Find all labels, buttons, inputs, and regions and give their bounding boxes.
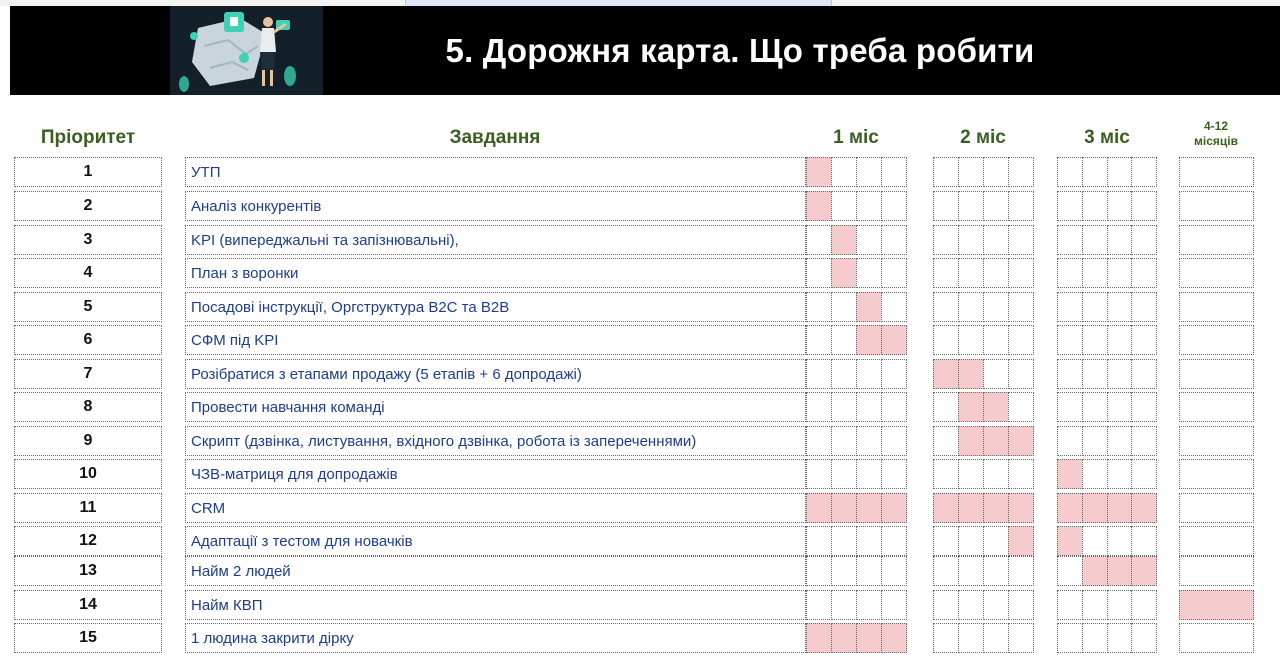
timeline-cell-month1-week3[interactable] <box>856 459 882 489</box>
timeline-cell-month3-week1[interactable] <box>1057 258 1083 288</box>
timeline-cell-month2-week1[interactable] <box>933 590 959 620</box>
timeline-cell-month3-week4[interactable] <box>1131 590 1157 620</box>
timeline-cell-month2-week3[interactable] <box>983 426 1009 456</box>
timeline-cell-month3-week2[interactable] <box>1082 426 1108 456</box>
timeline-cell-month2-week3[interactable] <box>983 623 1009 653</box>
timeline-cell-month1-week4[interactable] <box>881 392 907 422</box>
timeline-cell-months-4-12[interactable] <box>1179 493 1254 523</box>
task-cell[interactable]: ЧЗВ-матриця для допродажів <box>185 459 806 489</box>
timeline-cell-month3-week4[interactable] <box>1131 392 1157 422</box>
timeline-cell-month2-week4[interactable] <box>1008 258 1034 288</box>
timeline-cell-months-4-12[interactable] <box>1179 623 1254 653</box>
timeline-cell-month1-week4[interactable] <box>881 359 907 389</box>
timeline-cell-month1-week4[interactable] <box>881 325 907 355</box>
priority-cell[interactable]: 13 <box>14 556 162 586</box>
timeline-cell-month2-week3[interactable] <box>983 157 1009 187</box>
timeline-cell-month3-week4[interactable] <box>1131 292 1157 322</box>
timeline-cell-month2-week3[interactable] <box>983 459 1009 489</box>
task-cell[interactable]: Найм КВП <box>185 590 806 620</box>
timeline-cell-month1-week4[interactable] <box>881 459 907 489</box>
timeline-cell-month2-week3[interactable] <box>983 526 1009 556</box>
timeline-cell-month3-week2[interactable] <box>1082 359 1108 389</box>
timeline-cell-months-4-12[interactable] <box>1179 459 1254 489</box>
timeline-cell-month2-week4[interactable] <box>1008 359 1034 389</box>
timeline-cell-month2-week2[interactable] <box>958 623 984 653</box>
timeline-cell-month2-week1[interactable] <box>933 459 959 489</box>
timeline-cell-month1-week2[interactable] <box>831 258 857 288</box>
timeline-cell-month1-week1[interactable] <box>806 556 832 586</box>
task-cell[interactable]: Розібратися з етапами продажу (5 етапів + 6 допродажі) <box>185 359 806 389</box>
timeline-cell-month3-week2[interactable] <box>1082 459 1108 489</box>
timeline-cell-month2-week2[interactable] <box>958 292 984 322</box>
timeline-cell-month1-week4[interactable] <box>881 590 907 620</box>
timeline-cell-month3-week4[interactable] <box>1131 258 1157 288</box>
timeline-cell-month1-week1[interactable] <box>806 225 832 255</box>
timeline-cell-month1-week3[interactable] <box>856 623 882 653</box>
timeline-cell-month1-week2[interactable] <box>831 392 857 422</box>
timeline-cell-month2-week3[interactable] <box>983 258 1009 288</box>
timeline-cell-month3-week3[interactable] <box>1107 526 1133 556</box>
timeline-cell-month1-week2[interactable] <box>831 225 857 255</box>
timeline-cell-month3-week1[interactable] <box>1057 426 1083 456</box>
timeline-cell-month2-week2[interactable] <box>958 225 984 255</box>
timeline-cell-months-4-12[interactable] <box>1179 191 1254 221</box>
timeline-cell-month3-week2[interactable] <box>1082 325 1108 355</box>
timeline-cell-month2-week1[interactable] <box>933 191 959 221</box>
timeline-cell-month2-week2[interactable] <box>958 191 984 221</box>
timeline-cell-month2-week4[interactable] <box>1008 225 1034 255</box>
priority-cell[interactable]: 5 <box>14 292 162 322</box>
timeline-cell-month2-week1[interactable] <box>933 426 959 456</box>
timeline-cell-month3-week4[interactable] <box>1131 556 1157 586</box>
timeline-cell-month2-week4[interactable] <box>1008 157 1034 187</box>
timeline-cell-month3-week3[interactable] <box>1107 556 1133 586</box>
task-cell[interactable]: CRM <box>185 493 806 523</box>
timeline-cell-month2-week1[interactable] <box>933 623 959 653</box>
timeline-cell-month3-week3[interactable] <box>1107 426 1133 456</box>
timeline-cell-month1-week4[interactable] <box>881 225 907 255</box>
timeline-cell-month3-week3[interactable] <box>1107 590 1133 620</box>
timeline-cell-month1-week1[interactable] <box>806 526 832 556</box>
timeline-cell-month1-week2[interactable] <box>831 493 857 523</box>
timeline-cell-month3-week1[interactable] <box>1057 459 1083 489</box>
priority-cell[interactable]: 4 <box>14 258 162 288</box>
task-cell[interactable]: Посадові інструкції, Оргструктура B2C та B2B <box>185 292 806 322</box>
timeline-cell-month3-week4[interactable] <box>1131 359 1157 389</box>
task-cell[interactable]: УТП <box>185 157 806 187</box>
priority-cell[interactable]: 9 <box>14 426 162 456</box>
timeline-cell-month2-week1[interactable] <box>933 493 959 523</box>
timeline-cell-month2-week1[interactable] <box>933 157 959 187</box>
timeline-cell-month3-week1[interactable] <box>1057 359 1083 389</box>
timeline-cell-month1-week4[interactable] <box>881 526 907 556</box>
timeline-cell-month2-week4[interactable] <box>1008 556 1034 586</box>
timeline-cell-month1-week1[interactable] <box>806 359 832 389</box>
timeline-cell-month1-week1[interactable] <box>806 493 832 523</box>
timeline-cell-month1-week4[interactable] <box>881 493 907 523</box>
timeline-cell-month1-week1[interactable] <box>806 157 832 187</box>
timeline-cell-month2-week4[interactable] <box>1008 493 1034 523</box>
timeline-cell-month2-week4[interactable] <box>1008 526 1034 556</box>
timeline-cell-month2-week4[interactable] <box>1008 292 1034 322</box>
priority-cell[interactable]: 14 <box>14 590 162 620</box>
timeline-cell-months-4-12[interactable] <box>1179 359 1254 389</box>
timeline-cell-month1-week2[interactable] <box>831 325 857 355</box>
timeline-cell-month2-week2[interactable] <box>958 392 984 422</box>
timeline-cell-month3-week3[interactable] <box>1107 392 1133 422</box>
timeline-cell-month3-week1[interactable] <box>1057 623 1083 653</box>
timeline-cell-month2-week1[interactable] <box>933 258 959 288</box>
timeline-cell-month1-week3[interactable] <box>856 556 882 586</box>
timeline-cell-months-4-12[interactable] <box>1179 392 1254 422</box>
timeline-cell-month1-week2[interactable] <box>831 157 857 187</box>
timeline-cell-month2-week2[interactable] <box>958 325 984 355</box>
timeline-cell-month3-week2[interactable] <box>1082 493 1108 523</box>
timeline-cell-month3-week4[interactable] <box>1131 493 1157 523</box>
timeline-cell-month3-week3[interactable] <box>1107 292 1133 322</box>
timeline-cell-month3-week1[interactable] <box>1057 292 1083 322</box>
timeline-cell-month1-week1[interactable] <box>806 325 832 355</box>
timeline-cell-month2-week1[interactable] <box>933 292 959 322</box>
timeline-cell-month2-week2[interactable] <box>958 157 984 187</box>
timeline-cell-month2-week3[interactable] <box>983 359 1009 389</box>
timeline-cell-month2-week3[interactable] <box>983 556 1009 586</box>
timeline-cell-month3-week1[interactable] <box>1057 392 1083 422</box>
timeline-cell-month1-week2[interactable] <box>831 191 857 221</box>
timeline-cell-month1-week2[interactable] <box>831 292 857 322</box>
task-cell[interactable]: Провести навчання команді <box>185 392 806 422</box>
timeline-cell-month3-week1[interactable] <box>1057 590 1083 620</box>
timeline-cell-month1-week1[interactable] <box>806 590 832 620</box>
timeline-cell-month1-week2[interactable] <box>831 590 857 620</box>
timeline-cell-month1-week2[interactable] <box>831 556 857 586</box>
timeline-cell-month1-week2[interactable] <box>831 459 857 489</box>
timeline-cell-month3-week1[interactable] <box>1057 556 1083 586</box>
task-cell[interactable]: Адаптації з тестом для новачків <box>185 526 806 556</box>
timeline-cell-month1-week1[interactable] <box>806 292 832 322</box>
timeline-cell-month2-week3[interactable] <box>983 191 1009 221</box>
timeline-cell-month1-week4[interactable] <box>881 191 907 221</box>
timeline-cell-month3-week2[interactable] <box>1082 258 1108 288</box>
timeline-cell-month1-week3[interactable] <box>856 590 882 620</box>
month3-column-header: 3 міс <box>1084 127 1130 148</box>
timeline-cell-month3-week2[interactable] <box>1082 556 1108 586</box>
timeline-cell-month2-week1[interactable] <box>933 359 959 389</box>
timeline-cell-month3-week3[interactable] <box>1107 325 1133 355</box>
timeline-cell-month2-week4[interactable] <box>1008 590 1034 620</box>
roadmap-illustration <box>170 6 323 95</box>
timeline-cell-month1-week3[interactable] <box>856 157 882 187</box>
timeline-cell-month1-week3[interactable] <box>856 426 882 456</box>
priority-cell[interactable]: 1 <box>14 157 162 187</box>
page-title: 5. Дорожня карта. Що треба робити <box>445 31 1035 69</box>
timeline-cell-month2-week3[interactable] <box>983 292 1009 322</box>
timeline-cell-month3-week2[interactable] <box>1082 590 1108 620</box>
timeline-cell-month2-week4[interactable] <box>1008 623 1034 653</box>
timeline-cell-month1-week3[interactable] <box>856 225 882 255</box>
timeline-cell-month1-week3[interactable] <box>856 292 882 322</box>
timeline-cell-month1-week2[interactable] <box>831 526 857 556</box>
timeline-cell-month2-week2[interactable] <box>958 459 984 489</box>
months-4-12-header-line2: місяців <box>1194 134 1238 148</box>
timeline-cell-month2-week2[interactable] <box>958 426 984 456</box>
task-cell[interactable]: Аналіз конкурентів <box>185 191 806 221</box>
timeline-cell-month1-week1[interactable] <box>806 392 832 422</box>
timeline-cell-month1-week1[interactable] <box>806 459 832 489</box>
priority-cell[interactable]: 15 <box>14 623 162 653</box>
priority-cell[interactable]: 3 <box>14 225 162 255</box>
timeline-cell-month1-week2[interactable] <box>831 623 857 653</box>
priority-cell[interactable]: 6 <box>14 325 162 355</box>
timeline-cell-month2-week3[interactable] <box>983 325 1009 355</box>
timeline-cell-month3-week2[interactable] <box>1082 225 1108 255</box>
timeline-cell-month3-week1[interactable] <box>1057 157 1083 187</box>
timeline-cell-month2-week4[interactable] <box>1008 459 1034 489</box>
months-4-12-column-header <box>1178 119 1254 149</box>
timeline-cell-month2-week4[interactable] <box>1008 392 1034 422</box>
timeline-cell-month1-week3[interactable] <box>856 359 882 389</box>
timeline-cell-month1-week3[interactable] <box>856 191 882 221</box>
timeline-cell-month3-week2[interactable] <box>1082 292 1108 322</box>
timeline-cell-months-4-12[interactable] <box>1179 526 1254 556</box>
timeline-cell-month1-week3[interactable] <box>856 258 882 288</box>
timeline-cell-month1-week1[interactable] <box>806 426 832 456</box>
timeline-cell-month1-week4[interactable] <box>881 292 907 322</box>
month2-column-header: 2 міс <box>960 127 1006 148</box>
timeline-cell-month2-week1[interactable] <box>933 392 959 422</box>
timeline-cell-month1-week4[interactable] <box>881 157 907 187</box>
months-4-12-header-line1: 4-12 <box>1203 119 1229 133</box>
timeline-cell-month1-week4[interactable] <box>881 556 907 586</box>
timeline-cell-month3-week4[interactable] <box>1131 459 1157 489</box>
timeline-cell-month2-week3[interactable] <box>983 590 1009 620</box>
timeline-cell-month2-week2[interactable] <box>958 556 984 586</box>
priority-cell[interactable]: 12 <box>14 526 162 556</box>
timeline-cell-month1-week2[interactable] <box>831 359 857 389</box>
timeline-cell-month3-week1[interactable] <box>1057 493 1083 523</box>
timeline-cell-month3-week3[interactable] <box>1107 157 1133 187</box>
timeline-cell-month3-week1[interactable] <box>1057 191 1083 221</box>
priority-cell[interactable]: 11 <box>14 493 162 523</box>
timeline-cell-month1-week4[interactable] <box>881 426 907 456</box>
timeline-cell-month1-week1[interactable] <box>806 623 832 653</box>
timeline-cell-months-4-12[interactable] <box>1179 590 1254 620</box>
timeline-cell-month1-week2[interactable] <box>831 426 857 456</box>
task-cell[interactable]: Скрипт (дзвінка, листування, вхідного дзвінка, робота із запереченнями) <box>185 426 806 456</box>
timeline-cell-months-4-12[interactable] <box>1179 258 1254 288</box>
timeline-cell-month1-week4[interactable] <box>881 258 907 288</box>
timeline-cell-months-4-12[interactable] <box>1179 292 1254 322</box>
timeline-cell-month3-week4[interactable] <box>1131 426 1157 456</box>
task-cell[interactable]: 1 людина закрити дірку <box>185 623 806 653</box>
priority-cell[interactable]: 10 <box>14 459 162 489</box>
timeline-cell-month2-week1[interactable] <box>933 325 959 355</box>
timeline-cell-month3-week3[interactable] <box>1107 191 1133 221</box>
timeline-cell-month2-week2[interactable] <box>958 526 984 556</box>
timeline-cell-month1-week3[interactable] <box>856 325 882 355</box>
timeline-cell-month2-week2[interactable] <box>958 590 984 620</box>
timeline-cell-month2-week3[interactable] <box>983 392 1009 422</box>
timeline-cell-month3-week2[interactable] <box>1082 157 1108 187</box>
timeline-cell-month3-week1[interactable] <box>1057 526 1083 556</box>
timeline-cell-months-4-12[interactable] <box>1179 325 1254 355</box>
timeline-cell-month2-week2[interactable] <box>958 493 984 523</box>
timeline-cell-month2-week2[interactable] <box>958 258 984 288</box>
timeline-cell-month2-week1[interactable] <box>933 556 959 586</box>
priority-column-header: Пріоритет <box>40 127 136 148</box>
timeline-cell-month3-week2[interactable] <box>1082 191 1108 221</box>
timeline-cell-month3-week3[interactable] <box>1107 258 1133 288</box>
timeline-cell-month1-week1[interactable] <box>806 258 832 288</box>
timeline-cell-month2-week4[interactable] <box>1008 426 1034 456</box>
timeline-cell-month3-week3[interactable] <box>1107 493 1133 523</box>
task-cell[interactable]: План з воронки <box>185 258 806 288</box>
timeline-cell-month1-week1[interactable] <box>806 191 832 221</box>
timeline-cell-month3-week2[interactable] <box>1082 392 1108 422</box>
timeline-cell-month3-week4[interactable] <box>1131 526 1157 556</box>
task-cell[interactable]: KPI (випереджальні та запізнювальні), <box>185 225 806 255</box>
timeline-cell-month1-week4[interactable] <box>881 623 907 653</box>
timeline-cell-month3-week3[interactable] <box>1107 623 1133 653</box>
timeline-cell-month2-week1[interactable] <box>933 526 959 556</box>
timeline-cell-month3-week3[interactable] <box>1107 225 1133 255</box>
timeline-cell-month3-week4[interactable] <box>1131 191 1157 221</box>
task-cell[interactable]: СФМ під KPI <box>185 325 806 355</box>
timeline-cell-month3-week4[interactable] <box>1131 623 1157 653</box>
timeline-cell-month2-week2[interactable] <box>958 359 984 389</box>
timeline-cell-month3-week4[interactable] <box>1131 225 1157 255</box>
priority-cell[interactable]: 8 <box>14 392 162 422</box>
priority-cell[interactable]: 7 <box>14 359 162 389</box>
timeline-cell-month2-week1[interactable] <box>933 225 959 255</box>
timeline-cell-months-4-12[interactable] <box>1179 426 1254 456</box>
timeline-cell-month3-week3[interactable] <box>1107 359 1133 389</box>
timeline-cell-month1-week3[interactable] <box>856 392 882 422</box>
timeline-cell-months-4-12[interactable] <box>1179 225 1254 255</box>
timeline-cell-month1-week3[interactable] <box>856 493 882 523</box>
timeline-cell-month3-week2[interactable] <box>1082 623 1108 653</box>
task-cell[interactable]: Найм 2 людей <box>185 556 806 586</box>
timeline-cell-month3-week4[interactable] <box>1131 157 1157 187</box>
timeline-cell-month2-week3[interactable] <box>983 225 1009 255</box>
timeline-cell-month2-week4[interactable] <box>1008 325 1034 355</box>
timeline-cell-month2-week4[interactable] <box>1008 191 1034 221</box>
task-column-header: Завдання <box>449 127 541 148</box>
timeline-cell-month2-week3[interactable] <box>983 493 1009 523</box>
timeline-cell-month3-week2[interactable] <box>1082 526 1108 556</box>
timeline-cell-months-4-12[interactable] <box>1179 556 1254 586</box>
timeline-cell-months-4-12[interactable] <box>1179 157 1254 187</box>
month1-column-header: 1 міс <box>833 127 879 148</box>
timeline-cell-month1-week3[interactable] <box>856 526 882 556</box>
timeline-cell-month3-week4[interactable] <box>1131 325 1157 355</box>
timeline-cell-month3-week3[interactable] <box>1107 459 1133 489</box>
timeline-cell-month3-week1[interactable] <box>1057 325 1083 355</box>
timeline-cell-month3-week1[interactable] <box>1057 225 1083 255</box>
priority-cell[interactable]: 2 <box>14 191 162 221</box>
